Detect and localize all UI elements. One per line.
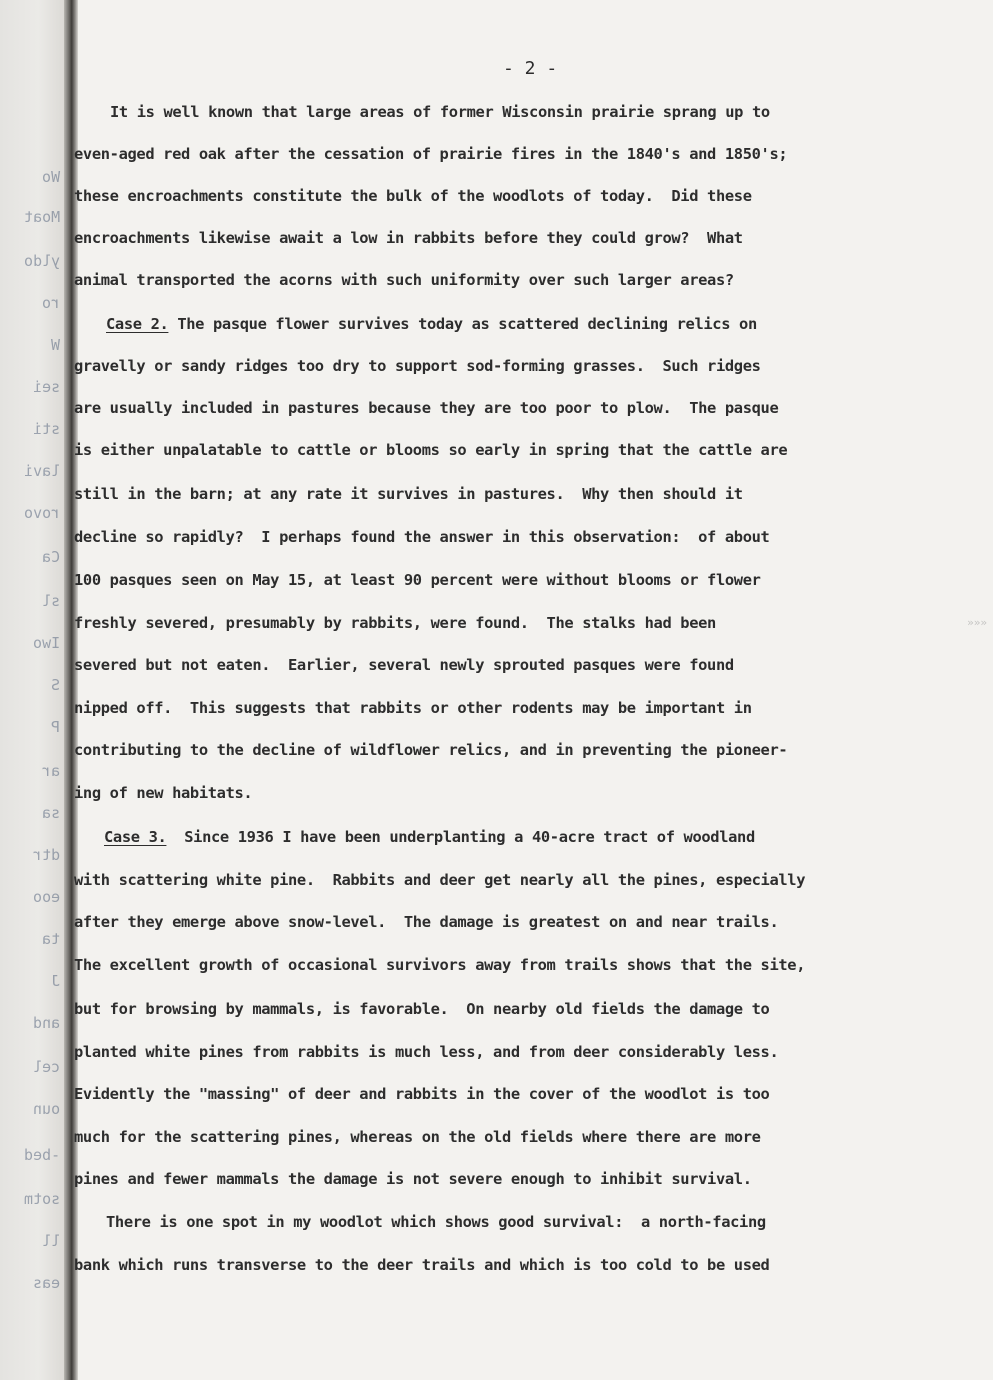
facing-page-fragment: Moat	[23, 208, 60, 226]
typewritten-page	[74, 0, 993, 1380]
facing-page-fragment: ro	[41, 294, 60, 312]
text-line: freshly severed, presumably by rabbits, were found. The stalks had been	[74, 614, 716, 632]
text-line: gravelly or sandy ridges too dry to support sod-forming grasses. Such ridges	[74, 357, 761, 375]
text-line: nipped off. This suggests that rabbits or other rodents may be important in	[74, 699, 752, 717]
facing-page-fragment: lavi	[23, 462, 60, 480]
text-line: still in the barn; at any rate it survives in pastures. Why then should it	[74, 485, 743, 503]
facing-page-fragment: cel	[32, 1058, 60, 1076]
text-line: The excellent growth of occasional survivors away from trails shows that the site,	[74, 956, 806, 974]
text-line: much for the scattering pines, whereas on the old fields where there are more	[74, 1128, 761, 1146]
case2-first-line-text: The pasque flower survives today as scattered declining relics on	[168, 315, 757, 333]
text-line: severed but not eaten. Earlier, several newly sprouted pasques were found	[74, 656, 734, 674]
text-line: decline so rapidly? I perhaps found the answer in this observation: of about	[74, 528, 770, 546]
text-line: with scattering white pine. Rabbits and deer get nearly all the pines, especially	[74, 871, 806, 889]
facing-page-fragment: -bed	[23, 1146, 60, 1164]
text-line: is either unpalatable to cattle or blooms so early in spring that the cattle are	[74, 441, 788, 459]
facing-page-fragment: ar	[41, 762, 60, 780]
text-line: ing of new habitats.	[74, 784, 253, 802]
case2-first-line	[106, 315, 757, 333]
facing-page-fragment: eas	[32, 1274, 60, 1292]
text-line: after they emerge above snow-level. The damage is greatest on and near trails.	[74, 913, 779, 931]
facing-page-fragment: rovo	[23, 504, 60, 522]
facing-page-fragment: sa	[41, 804, 60, 822]
facing-page-fragment: yldo	[23, 252, 60, 270]
facing-page-fragment: Wo	[41, 168, 60, 186]
facing-page-fragment: and	[32, 1014, 60, 1032]
text-line: 100 pasques seen on May 15, at least 90 percent were without blooms or flower	[74, 571, 761, 589]
page-number: - 2 -	[503, 58, 558, 79]
facing-page-fragment: sti	[32, 420, 60, 438]
text-line: bank which runs transverse to the deer trails and which is too cold to be used	[74, 1256, 770, 1274]
case3-first-line	[104, 828, 755, 846]
text-line: It is well known that large areas of former Wisconsin prairie sprang up to	[110, 103, 770, 121]
text-line: encroachments likewise await a low in rabbits before they could grow? What	[74, 229, 743, 247]
facing-page-fragment: sei	[32, 378, 60, 396]
facing-page-fragment: S	[50, 676, 60, 694]
case2-label: Case 2.	[106, 315, 169, 333]
facing-page-fragment: sotm	[23, 1190, 60, 1208]
facing-page-fragment: eoo	[32, 888, 60, 906]
case3-label: Case 3.	[104, 828, 167, 846]
facing-page-fragment: J	[50, 972, 60, 990]
text-line: Evidently the "massing" of deer and rabbits in the cover of the woodlot is too	[74, 1085, 770, 1103]
text-line: are usually included in pastures because they are too poor to plow. The pasque	[74, 399, 779, 417]
facing-page-fragment: W	[50, 336, 60, 354]
facing-page-bleed	[0, 0, 64, 1380]
facing-page-fragment: ta	[41, 930, 60, 948]
margin-mark: »»»	[967, 616, 987, 629]
text-line: There is one spot in my woodlot which shows good survival: a north-facing	[106, 1213, 766, 1231]
case3-first-line-text: Since 1936 I have been underplanting a 40-acre tract of woodland	[166, 828, 755, 846]
facing-page-fragment: oun	[32, 1100, 60, 1118]
facing-page-fragment: Ca	[41, 548, 60, 566]
facing-page-fragment: P	[50, 718, 60, 736]
text-line: these encroachments constitute the bulk of the woodlots of today. Did these	[74, 187, 752, 205]
facing-page-fragment: ll	[41, 1232, 60, 1250]
facing-page-fragment: sl	[41, 592, 60, 610]
text-line: pines and fewer mammals the damage is not severe enough to inhibit survival.	[74, 1170, 752, 1188]
facing-page-fragment: Iwo	[32, 634, 60, 652]
text-line: contributing to the decline of wildflower relics, and in preventing the pioneer-	[74, 741, 788, 759]
text-line: animal transported the acorns with such uniformity over such larger areas?	[74, 271, 734, 289]
facing-page-fragment: dtr	[32, 846, 60, 864]
text-line: planted white pines from rabbits is much less, and from deer considerably less.	[74, 1043, 779, 1061]
text-line: but for browsing by mammals, is favorable. On nearby old fields the damage to	[74, 1000, 770, 1018]
text-line: even-aged red oak after the cessation of prairie fires in the 1840's and 1850's;	[74, 145, 788, 163]
